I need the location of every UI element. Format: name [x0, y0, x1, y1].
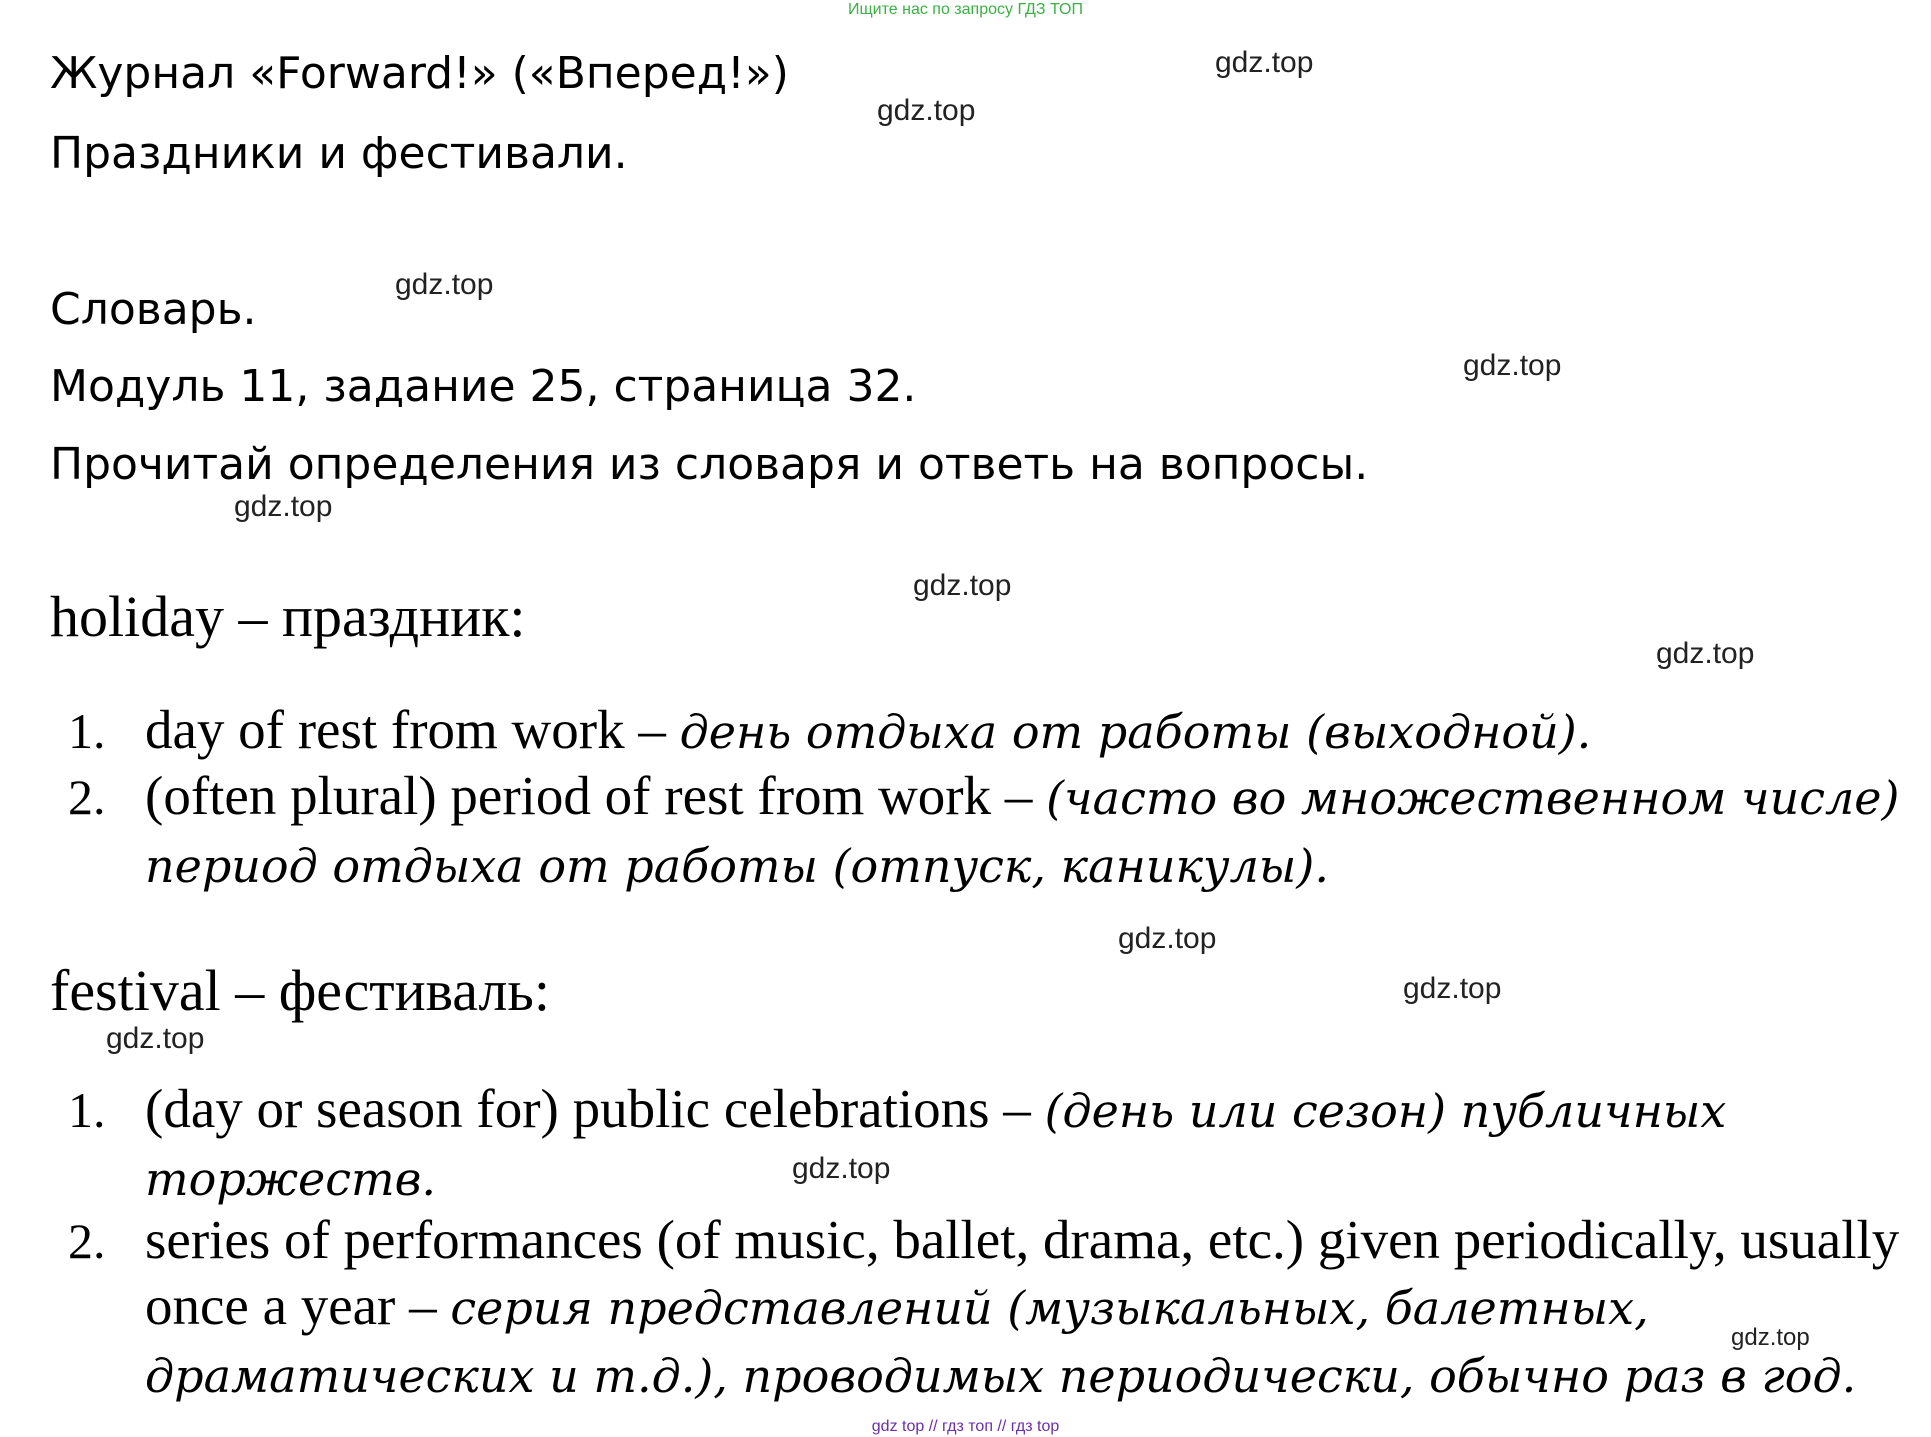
- watermark: gdz.top: [1118, 922, 1217, 955]
- section-heading: Словарь.: [50, 284, 257, 335]
- definition-ru: (часто во множественном числе) период отдыха от работы (отпуск, каникулы).: [145, 771, 1900, 893]
- definition-number: 2.: [68, 769, 106, 825]
- page-subtitle: Праздники и фестивали.: [50, 128, 628, 179]
- definition-holiday-2: [145, 763, 1915, 899]
- watermark: gdz.top: [1656, 637, 1755, 670]
- watermark: gdz.top: [913, 569, 1012, 602]
- watermark: gdz.top: [234, 490, 333, 523]
- top-banner: Ищите нас по запросу ГДЗ ТОП: [848, 1, 1083, 18]
- definition-en: (day or season for) public celebrations –: [145, 1078, 1045, 1139]
- watermark: gdz.top: [1215, 46, 1314, 79]
- watermark: gdz.top: [1731, 1324, 1810, 1351]
- entry-holiday-word: holiday – праздник:: [50, 584, 526, 649]
- definition-en: (often plural) period of rest from work –: [145, 765, 1047, 826]
- definition-festival-1: [145, 1076, 1915, 1212]
- definition-ru: серия представлений (музыкальных, балетных, драматических и т.д.), проводимых периодически, обычно раз в год.: [145, 1281, 1857, 1403]
- bottom-banner: gdz top // гдз топ // гдз top: [871, 1418, 1060, 1435]
- watermark: gdz.top: [1463, 349, 1562, 382]
- watermark: gdz.top: [792, 1152, 891, 1185]
- page-title: Журнал «Forward!» («Вперед!»): [50, 48, 789, 99]
- definition-number: 1.: [68, 703, 106, 759]
- watermark: gdz.top: [877, 94, 976, 127]
- definition-holiday-1: [145, 697, 1915, 765]
- definition-ru: (день или сезон) публичных торжеств.: [145, 1084, 1727, 1206]
- definition-ru: день отдыха от работы (выходной).: [679, 705, 1592, 759]
- task-reference: Модуль 11, задание 25, страница 32.: [50, 361, 917, 412]
- watermark: gdz.top: [395, 268, 494, 301]
- definition-number: 2.: [68, 1213, 106, 1269]
- watermark: gdz.top: [1403, 972, 1502, 1005]
- definition-en: day of rest from work –: [145, 699, 680, 760]
- definition-number: 1.: [68, 1082, 106, 1138]
- watermark: gdz.top: [106, 1022, 205, 1055]
- entry-festival-word: festival – фестиваль:: [50, 958, 550, 1023]
- definition-en: series of performances (of music, ballet, drama, etc.) given periodically, usually once a year –: [145, 1209, 1900, 1336]
- instruction-text: Прочитай определения из словаря и ответь на вопросы.: [50, 439, 1369, 490]
- definition-festival-2: [145, 1207, 1915, 1409]
